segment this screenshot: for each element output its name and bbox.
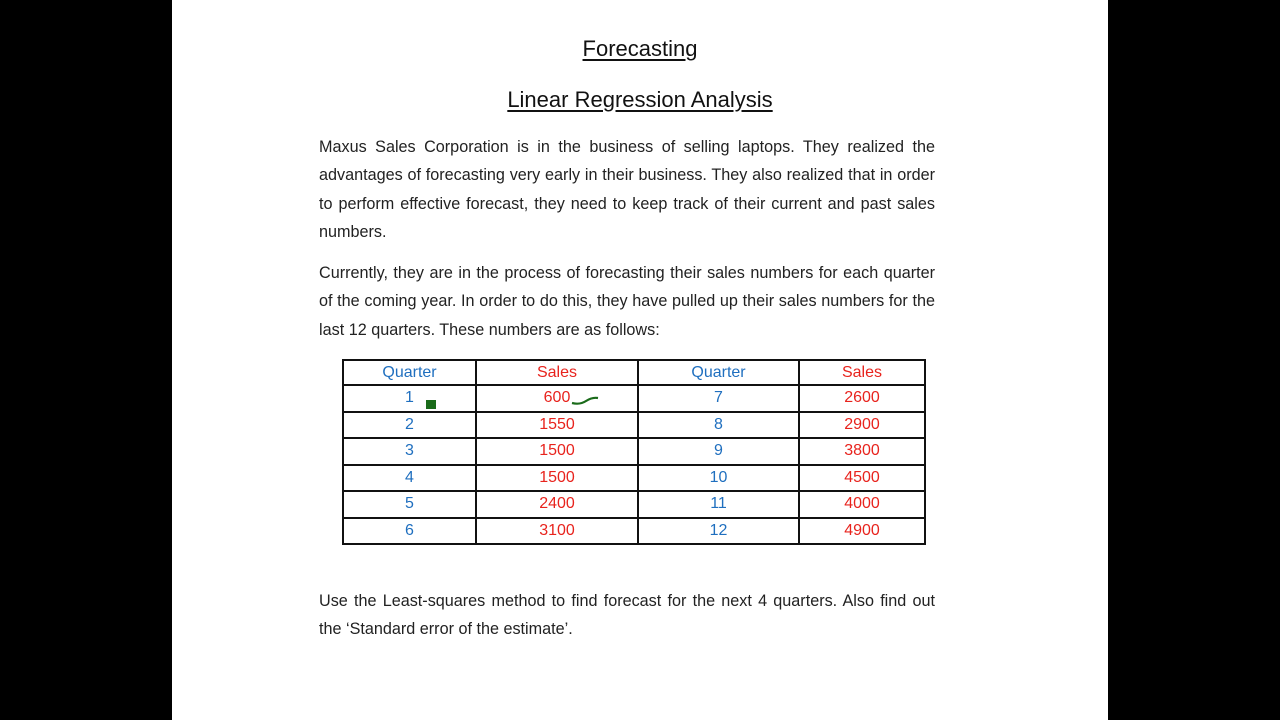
quarter-cell: 11 [638, 491, 799, 518]
quarter-cell: 8 [638, 412, 799, 439]
quarter-cell: 5 [343, 491, 476, 518]
header-sales: Sales [799, 360, 925, 385]
header-quarter: Quarter [638, 360, 799, 385]
title-text: Forecasting [582, 36, 698, 61]
sales-cell: 2900 [799, 412, 925, 439]
quarter-cell: 9 [638, 438, 799, 465]
annotation-pen-stroke [570, 393, 600, 407]
sales-cell: 2600 [799, 385, 925, 412]
quarter-cell: 7 [638, 385, 799, 412]
sales-cell: 2400 [476, 491, 638, 518]
sales-cell: 4900 [799, 518, 925, 545]
document-page [172, 0, 1108, 720]
quarter-cell: 2 [343, 412, 476, 439]
header-quarter: Quarter [343, 360, 476, 385]
table-row [343, 491, 925, 518]
sales-cell: 4000 [799, 491, 925, 518]
quarter-cell: 4 [343, 465, 476, 492]
annotation-square-marker [426, 400, 436, 409]
table-row [343, 465, 925, 492]
quarter-cell: 1 [343, 385, 476, 412]
header-sales: Sales [476, 360, 638, 385]
page-title [172, 36, 1108, 62]
table-header-row [343, 360, 925, 385]
table-row [343, 438, 925, 465]
sales-cell: 1500 [476, 438, 638, 465]
sales-cell: 4500 [799, 465, 925, 492]
sales-cell: 1550 [476, 412, 638, 439]
subtitle-text: Linear Regression Analysis [507, 87, 773, 112]
sales-table [342, 359, 926, 545]
intro-paragraph: Maxus Sales Corporation is in the business of selling laptops. They realized the advantages of forecasting very early in their business. They also realized that in order to perform effective forecast, they need to keep track of their current and past sales numbers. [319, 138, 935, 241]
quarter-cell: 3 [343, 438, 476, 465]
page-subtitle [172, 87, 1108, 113]
context-paragraph: Currently, they are in the process of forecasting their sales numbers for each quarter of the coming year. In order to do this, they have pulled up their sales numbers for the last 12 quarters. These numbers are as follows: [319, 264, 935, 339]
table-row [343, 518, 925, 545]
quarter-cell: 12 [638, 518, 799, 545]
quarter-cell: 10 [638, 465, 799, 492]
sales-cell: 3100 [476, 518, 638, 545]
table-row [343, 412, 925, 439]
sales-cell: 600 [476, 385, 638, 412]
sales-cell: 3800 [799, 438, 925, 465]
sales-cell: 1500 [476, 465, 638, 492]
quarter-cell: 6 [343, 518, 476, 545]
task-paragraph: Use the Least-squares method to find forecast for the next 4 quarters. Also find out the ‘Standard error of the estimate’. [319, 592, 935, 639]
